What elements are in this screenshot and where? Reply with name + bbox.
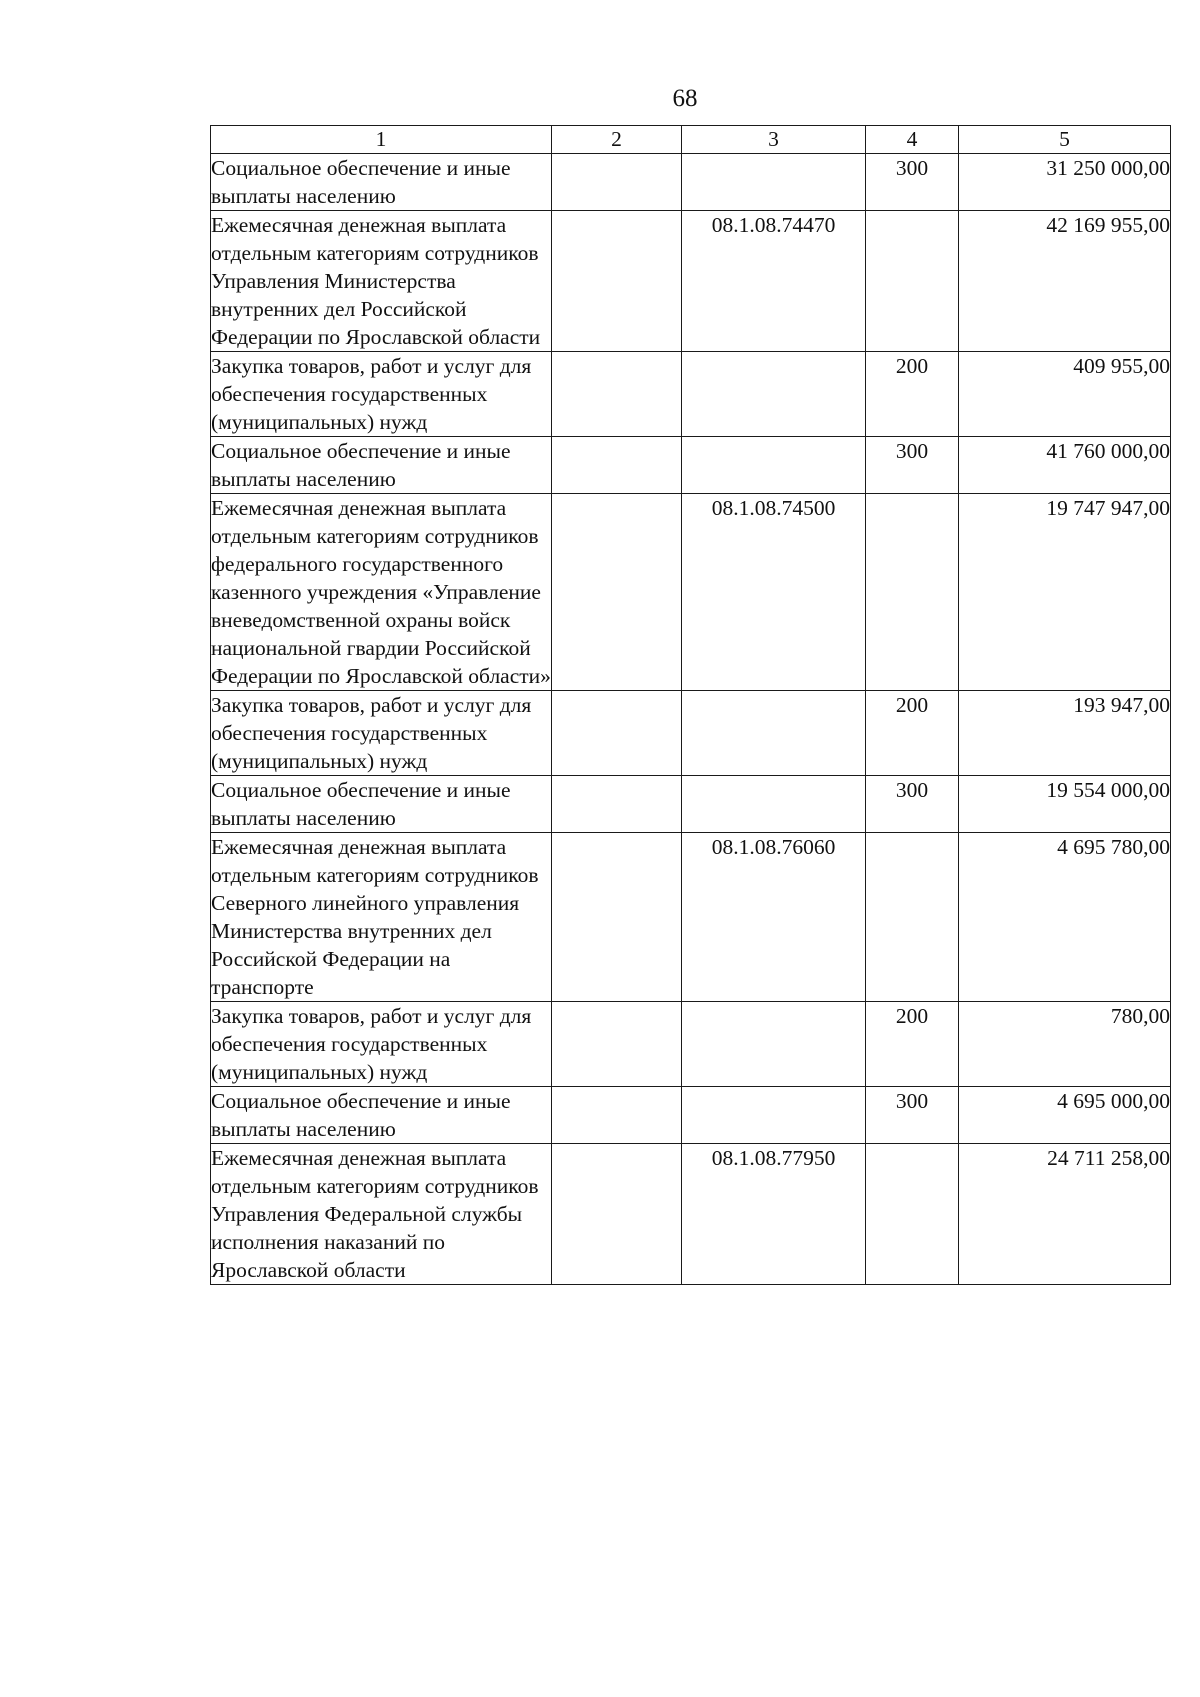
- row-target-article: [682, 352, 866, 437]
- row-expense-type: 300: [866, 1087, 959, 1144]
- row-name: Закупка товаров, работ и услуг для обеспечения государственных (муниципальных) нужд: [211, 1002, 552, 1087]
- row-col-2: [552, 494, 682, 691]
- row-amount: 409 955,00: [959, 352, 1171, 437]
- row-target-article: [682, 776, 866, 833]
- table-row: [211, 1144, 1171, 1285]
- row-expense-type: 200: [866, 691, 959, 776]
- row-name: Социальное обеспечение и иные выплаты населению: [211, 1087, 552, 1144]
- row-name: Ежемесячная денежная выплата отдельным категориям сотрудников Северного линейного управления Министерства внутренних дел Российской Федерации на транспорте: [211, 833, 552, 1002]
- row-name: Ежемесячная денежная выплата отдельным категориям сотрудников Управления Федеральной службы исполнения наказаний по Ярославской области: [211, 1144, 552, 1285]
- row-col-2: [552, 1087, 682, 1144]
- header-col-5: 5: [959, 126, 1171, 154]
- row-expense-type: [866, 494, 959, 691]
- row-name: Социальное обеспечение и иные выплаты населению: [211, 776, 552, 833]
- row-expense-type: [866, 211, 959, 352]
- row-name: Ежемесячная денежная выплата отдельным категориям сотрудников федерального государственного казенного учреждения «Управление вневедомственной охраны войск национальной гвардии Российской Федерации по Ярославской области»: [211, 494, 552, 691]
- row-amount: 41 760 000,00: [959, 437, 1171, 494]
- row-col-2: [552, 1144, 682, 1285]
- header-col-3: 3: [682, 126, 866, 154]
- page-number: 68: [672, 85, 698, 112]
- row-amount: 193 947,00: [959, 691, 1171, 776]
- row-col-2: [552, 776, 682, 833]
- row-amount: 42 169 955,00: [959, 211, 1171, 352]
- header-row: [211, 126, 1171, 154]
- row-target-article: [682, 154, 866, 211]
- row-col-2: [552, 437, 682, 494]
- row-name: Социальное обеспечение и иные выплаты населению: [211, 437, 552, 494]
- row-col-2: [552, 1002, 682, 1087]
- row-amount: 4 695 000,00: [959, 1087, 1171, 1144]
- table-row: [211, 437, 1171, 494]
- row-expense-type: 300: [866, 154, 959, 211]
- header-col-2: 2: [552, 126, 682, 154]
- row-target-article: 08.1.08.74500: [682, 494, 866, 691]
- row-name: Закупка товаров, работ и услуг для обеспечения государственных (муниципальных) нужд: [211, 352, 552, 437]
- table-row: [211, 211, 1171, 352]
- row-col-2: [552, 352, 682, 437]
- row-expense-type: [866, 1144, 959, 1285]
- header-col-4: 4: [866, 126, 959, 154]
- table-row: [211, 1002, 1171, 1087]
- table-row: [211, 691, 1171, 776]
- row-expense-type: 300: [866, 776, 959, 833]
- row-amount: 19 554 000,00: [959, 776, 1171, 833]
- row-expense-type: [866, 833, 959, 1002]
- table-row: [211, 154, 1171, 211]
- row-amount: 24 711 258,00: [959, 1144, 1171, 1285]
- row-name: Ежемесячная денежная выплата отдельным категориям сотрудников Управления Министерства внутренних дел Российской Федерации по Ярославской области: [211, 211, 552, 352]
- row-target-article: 08.1.08.74470: [682, 211, 866, 352]
- row-target-article: 08.1.08.76060: [682, 833, 866, 1002]
- table-row: [211, 833, 1171, 1002]
- row-target-article: [682, 437, 866, 494]
- row-col-2: [552, 833, 682, 1002]
- row-col-2: [552, 154, 682, 211]
- row-expense-type: 300: [866, 437, 959, 494]
- row-expense-type: 200: [866, 1002, 959, 1087]
- row-amount: 780,00: [959, 1002, 1171, 1087]
- row-expense-type: 200: [866, 352, 959, 437]
- budget-table: [210, 125, 1171, 1285]
- row-col-2: [552, 691, 682, 776]
- row-amount: 4 695 780,00: [959, 833, 1171, 1002]
- header-col-1: 1: [211, 126, 552, 154]
- row-target-article: 08.1.08.77950: [682, 1144, 866, 1285]
- row-name: Социальное обеспечение и иные выплаты населению: [211, 154, 552, 211]
- row-target-article: [682, 1002, 866, 1087]
- row-amount: 31 250 000,00: [959, 154, 1171, 211]
- row-amount: 19 747 947,00: [959, 494, 1171, 691]
- row-name: Закупка товаров, работ и услуг для обеспечения государственных (муниципальных) нужд: [211, 691, 552, 776]
- table-row: [211, 494, 1171, 691]
- table-row: [211, 776, 1171, 833]
- row-target-article: [682, 691, 866, 776]
- table-row: [211, 352, 1171, 437]
- row-target-article: [682, 1087, 866, 1144]
- row-col-2: [552, 211, 682, 352]
- table-row: [211, 1087, 1171, 1144]
